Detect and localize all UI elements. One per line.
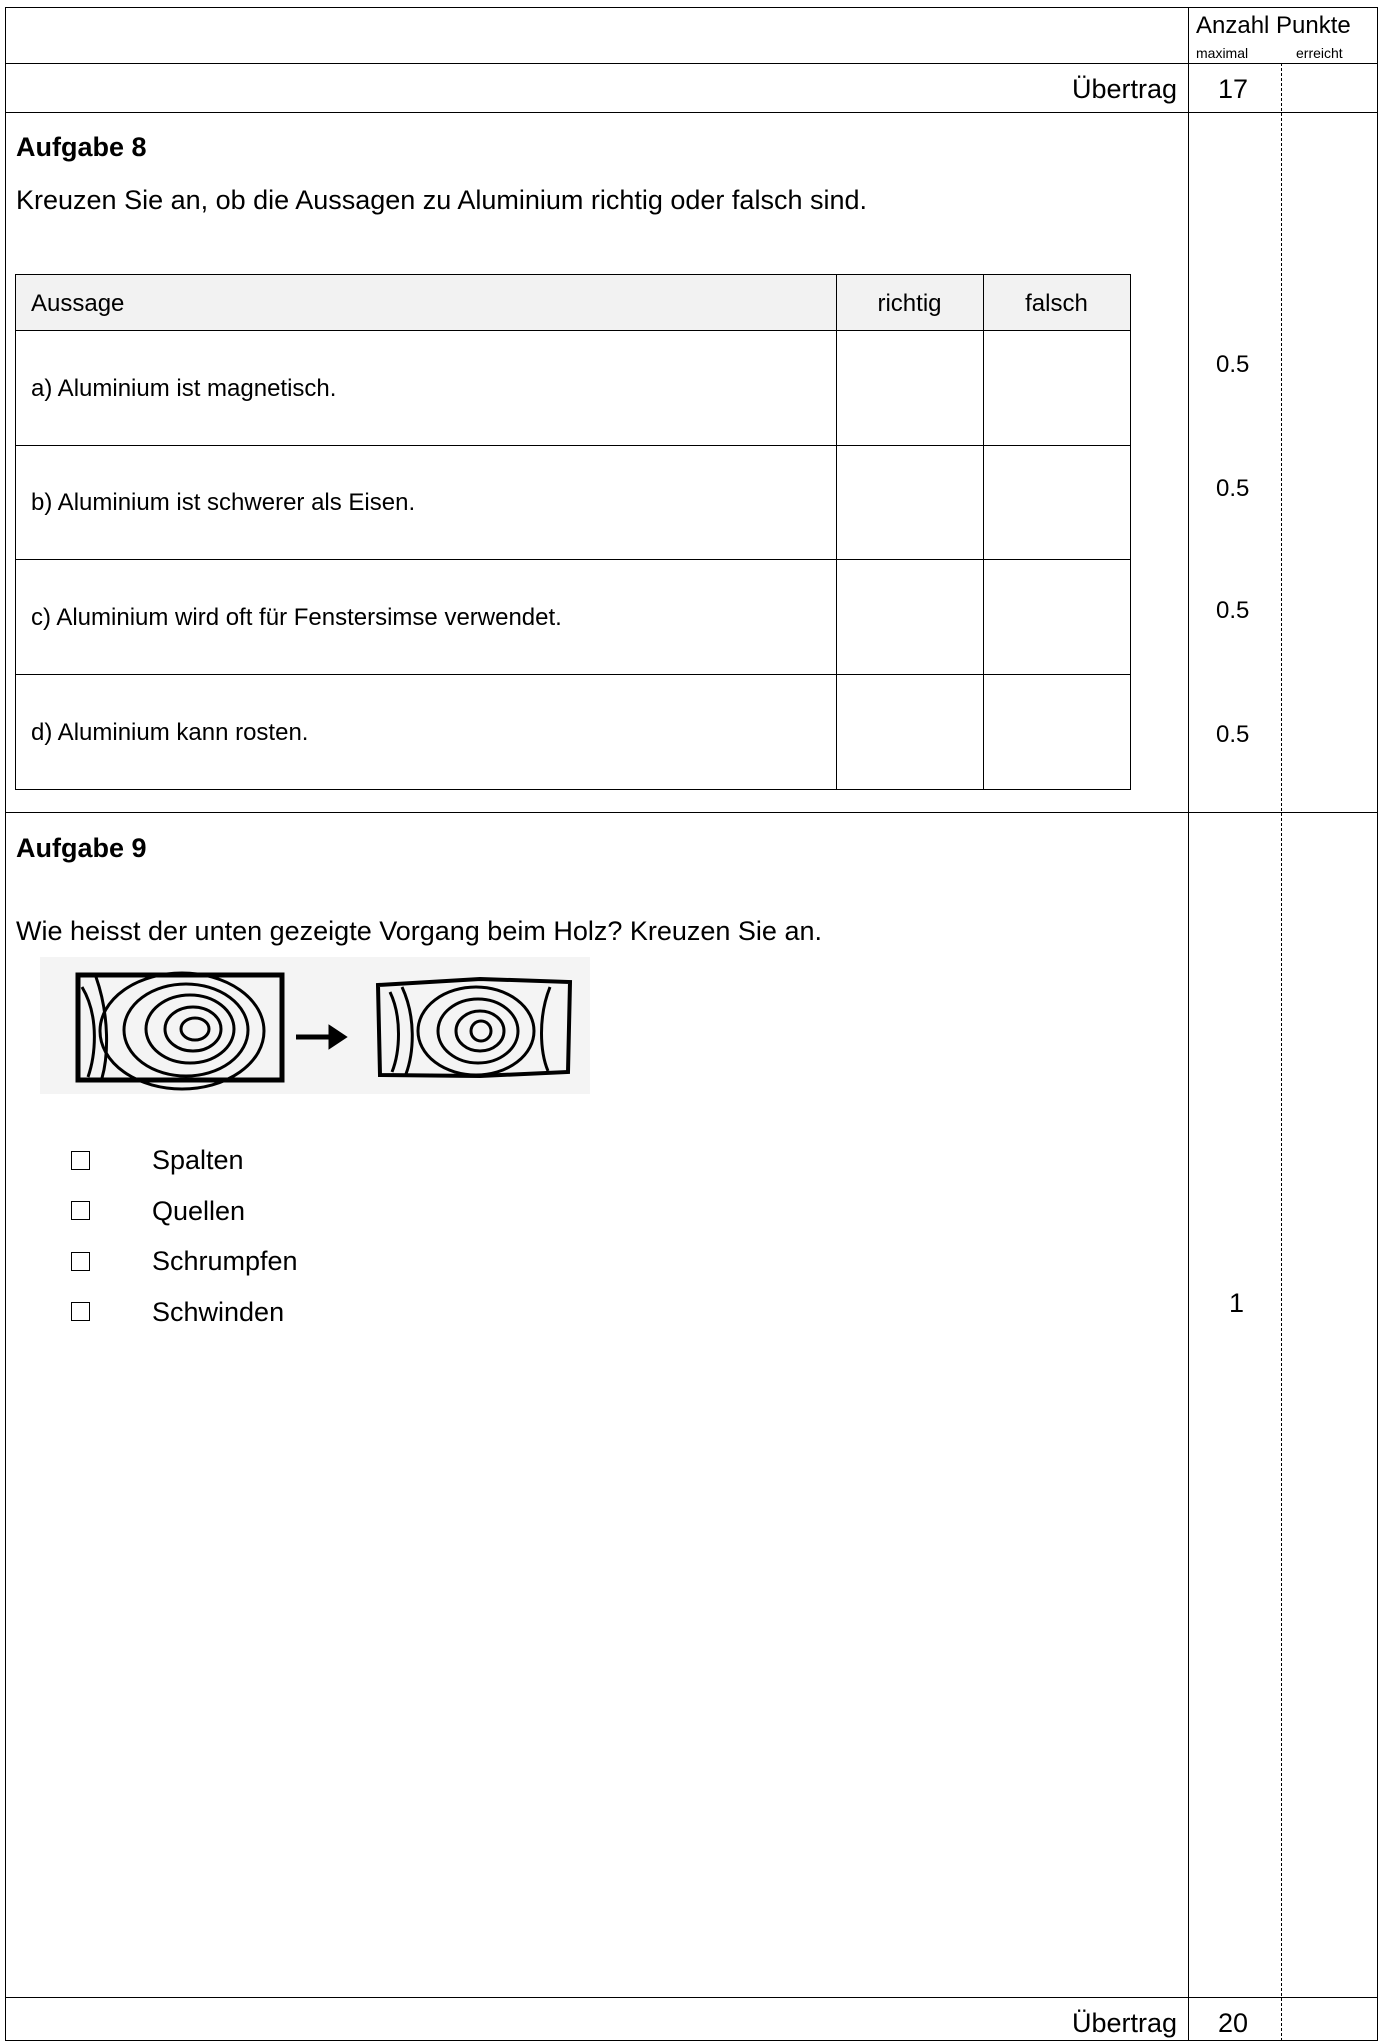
- statement-c: c) Aluminium wird oft für Fenstersimse verwendet.: [31, 604, 562, 631]
- carry-top-value: 17: [1218, 74, 1249, 104]
- points-8c: 0.5: [1216, 597, 1250, 624]
- task8-bottom: [5, 812, 1378, 813]
- carry-bottom-top: [5, 1997, 1378, 1998]
- points-column-left: [1188, 7, 1189, 2041]
- statement-a: a) Aluminium ist magnetisch.: [31, 375, 337, 402]
- points-header-max: maximal: [1196, 45, 1249, 61]
- checkbox-schrumpfen[interactable]: [71, 1252, 90, 1271]
- answer-cell-c-false[interactable]: [985, 561, 1129, 673]
- points-8b: 0.5: [1216, 475, 1250, 502]
- answer-cell-d-true[interactable]: [838, 676, 982, 788]
- option-quellen: Quellen: [152, 1196, 246, 1226]
- checkbox-quellen[interactable]: [71, 1201, 90, 1220]
- carry-top-bottom: [5, 112, 1378, 113]
- answer-cell-a-true[interactable]: [838, 332, 982, 444]
- answer-cell-b-false[interactable]: [985, 447, 1129, 558]
- table-line: [15, 274, 16, 790]
- table-header-true: richtig: [877, 290, 942, 317]
- header-bottom: [5, 63, 1378, 64]
- points-header-title: Anzahl Punkte: [1196, 12, 1351, 39]
- answer-cell-a-false[interactable]: [985, 332, 1129, 444]
- table-line: [15, 274, 1131, 275]
- points-8a: 0.5: [1216, 351, 1250, 378]
- statement-b: b) Aluminium ist schwerer als Eisen.: [31, 489, 416, 516]
- answer-cell-b-true[interactable]: [838, 447, 982, 558]
- table-line: [983, 274, 984, 790]
- option-schrumpfen: Schrumpfen: [152, 1246, 298, 1276]
- answer-cell-d-false[interactable]: [985, 676, 1129, 788]
- table-line: [15, 445, 1131, 446]
- answer-cell-c-true[interactable]: [838, 561, 982, 673]
- carry-bottom-label: Übertrag: [1071, 2008, 1177, 2038]
- table-header-statement: Aussage: [31, 290, 125, 317]
- points-8d: 0.5: [1216, 721, 1250, 748]
- checkbox-spalten[interactable]: [71, 1151, 90, 1170]
- option-schwinden: Schwinden: [152, 1297, 285, 1327]
- task8-title: Aufgabe 8: [16, 132, 147, 162]
- table-line: [15, 789, 1131, 790]
- checkbox-schwinden[interactable]: [71, 1302, 90, 1321]
- frame-right: [1377, 7, 1378, 2041]
- points-header-achieved: erreicht: [1296, 45, 1343, 61]
- points-9: 1: [1229, 1288, 1245, 1318]
- carry-bottom-value: 20: [1218, 2008, 1249, 2038]
- statement-d: d) Aluminium kann rosten.: [31, 719, 309, 746]
- frame-left: [5, 7, 6, 2041]
- table-line: [1130, 274, 1131, 790]
- carry-top-label: Übertrag: [1071, 74, 1177, 104]
- table-line: [836, 274, 837, 790]
- task8-instruction: Kreuzen Sie an, ob die Aussagen zu Aluminium richtig oder falsch sind.: [16, 185, 867, 215]
- table-line: [15, 674, 1131, 675]
- table-line: [15, 330, 1131, 331]
- wood-swelling-illustration: [40, 957, 590, 1094]
- option-spalten: Spalten: [152, 1145, 244, 1175]
- table-line: [15, 559, 1131, 560]
- points-column-divider: [1281, 63, 1282, 2041]
- task9-title: Aufgabe 9: [16, 833, 147, 863]
- table-header-false: falsch: [1025, 290, 1088, 317]
- task9-question: Wie heisst der unten gezeigte Vorgang beim Holz? Kreuzen Sie an.: [16, 916, 822, 946]
- wood-illustration-svg: [40, 957, 590, 1094]
- frame-bottom: [5, 2040, 1378, 2041]
- frame-top: [5, 7, 1378, 8]
